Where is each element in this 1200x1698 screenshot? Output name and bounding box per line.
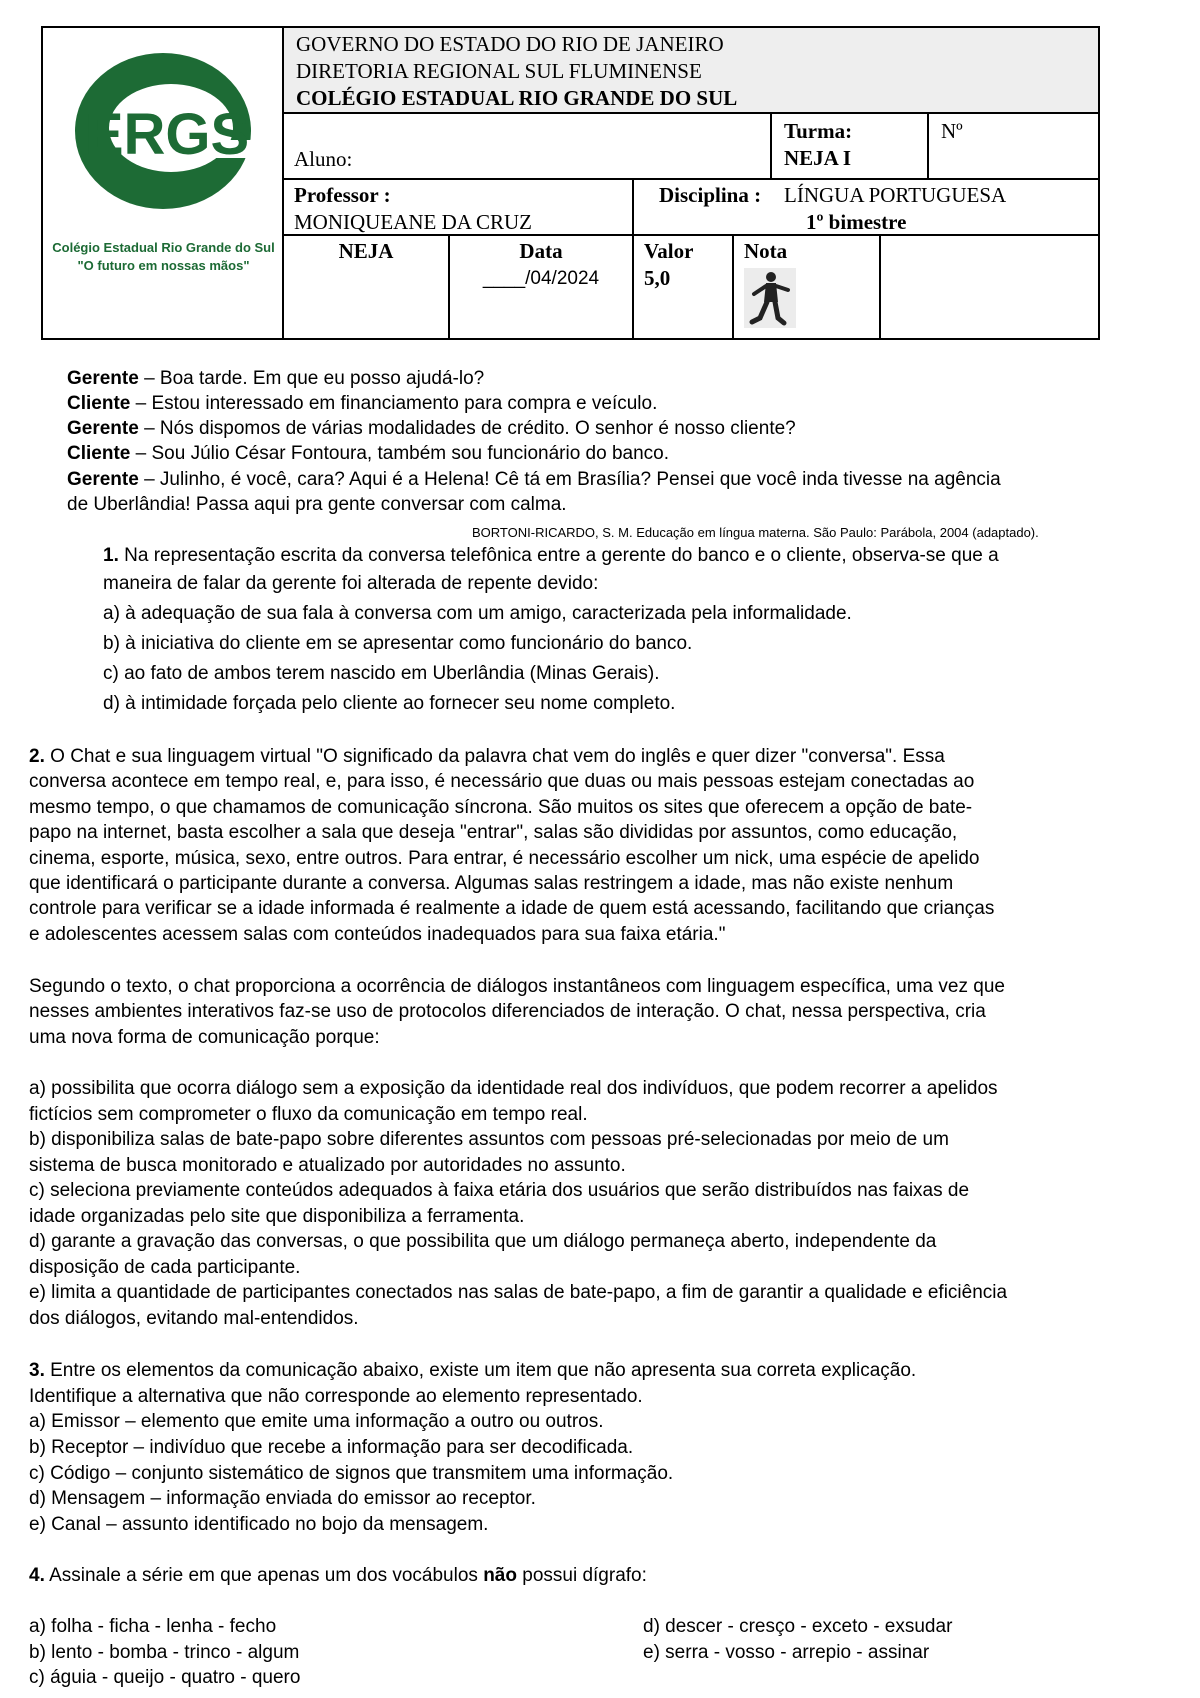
speaker: Cliente — [67, 393, 131, 414]
question-4-option[interactable]: d) descer - cresço - exceto - exsudar — [643, 1616, 953, 1637]
question-2-option-line: idade organizadas pelo site que disponibiliza a ferramenta. — [29, 1206, 525, 1227]
question-2-text-line: mesmo tempo, o que chamamos de comunicação síncrona. São muitos os sites que oferecem a opção de bate- — [29, 797, 973, 818]
dialogue-line: Gerente – Nós dispomos de várias modalidades de crédito. O senhor é nosso cliente? — [67, 418, 796, 439]
question-2-text-line: cinema, esporte, música, sexo, entre outros. Para entrar, é necessário escolher um nick, uma espécie de apelido — [29, 848, 980, 869]
class-cell — [772, 114, 929, 180]
question-number: 4. — [29, 1565, 45, 1586]
grade-cell — [734, 236, 881, 338]
question-1-option[interactable]: a) à adequação de sua fala à conversa com um amigo, caracterizada pela informalidade. — [103, 603, 852, 624]
subject-cell — [634, 180, 1098, 236]
question-number: 2. — [29, 746, 45, 767]
logo-caption-1: Colégio Estadual Rio Grande do Sul — [52, 240, 275, 255]
question-4-stem: 4. Assinale a série em que apenas um dos vocábulos não possui dígrafo: — [29, 1565, 647, 1586]
teacher-cell — [284, 180, 634, 236]
speaker: Cliente — [67, 443, 131, 464]
question-4-option[interactable]: e) serra - vosso - arrepio - assinar — [643, 1642, 930, 1663]
term-label: 1º bimestre — [806, 210, 907, 234]
subject-label: Disciplina : — [659, 183, 762, 207]
header-table — [41, 26, 1100, 340]
question-2-option-line: sistema de busca monitorado e atualizado por autoridades no assunto. — [29, 1155, 626, 1176]
logo-cell — [43, 28, 284, 338]
teacher-label: Professor : — [294, 183, 391, 207]
logo-text: ERGS — [84, 102, 250, 167]
question-1-stem-line: maneira de falar da gerente foi alterada de repente devido: — [103, 573, 599, 594]
source-citation: BORTONI-RICARDO, S. M. Educação em língua materna. São Paulo: Parábola, 2004 (adaptado). — [472, 525, 1039, 540]
school-logo — [43, 28, 284, 228]
value-amount: 5,0 — [644, 266, 671, 290]
question-2-prompt-line: Segundo o texto, o chat proporciona a ocorrência de diálogos instantâneos com linguagem específica, uma vez que — [29, 976, 1005, 997]
question-3-option[interactable]: a) Emissor – elemento que emite uma informação a outro ou outros. — [29, 1411, 604, 1432]
question-2-option-line: fictícios sem comprometer o fluxo da comunicação em tempo real. — [29, 1104, 588, 1125]
dialogue-line: Gerente – Boa tarde. Em que eu posso ajudá-lo? — [67, 368, 485, 389]
question-2-option[interactable]: d) garante a gravação das conversas, o que possibilita que um diálogo permaneça aberto, independente da — [29, 1231, 937, 1252]
question-1-stem: 1. Na representação escrita da conversa telefônica entre a gerente do banco e o cliente, observa-se que a — [103, 545, 999, 566]
gov-line-3: COLÉGIO ESTADUAL RIO GRANDE DO SUL — [296, 86, 738, 110]
question-3-stem-line: Identifique a alternativa que não corresponde ao elemento representado. — [29, 1386, 643, 1407]
question-number: 3. — [29, 1360, 45, 1381]
grade-blank-cell[interactable] — [881, 236, 1098, 338]
dancing-figure-icon — [744, 268, 796, 328]
question-2-option-line: disposição de cada participante. — [29, 1257, 301, 1278]
gov-line-2: DIRETORIA REGIONAL SUL FLUMINENSE — [296, 59, 702, 83]
student-name-field[interactable] — [284, 114, 772, 180]
question-1-option[interactable]: b) à iniciativa do cliente em se apresentar como funcionário do banco. — [103, 633, 693, 654]
question-4-option[interactable]: c) águia - queijo - quatro - quero — [29, 1667, 301, 1688]
question-2-option[interactable]: a) possibilita que ocorra diálogo sem a exposição da identidade real dos indivíduos, que podem recorrer a apelidos — [29, 1078, 998, 1099]
student-label: Aluno: — [294, 147, 353, 171]
value-label: Valor — [644, 239, 694, 263]
question-number: 1. — [103, 545, 119, 566]
dialogue-line: de Uberlândia! Passa aqui pra gente conversar com calma. — [67, 494, 567, 515]
question-2-prompt-line: uma nova forma de comunicação porque: — [29, 1027, 380, 1048]
teacher-name: MONIQUEANE DA CRUZ — [294, 210, 532, 234]
class-label: Turma: — [784, 119, 853, 143]
date-cell — [450, 236, 634, 338]
value-cell — [634, 236, 734, 338]
dialogue-line: Cliente – Estou interessado em financiamento para compra e veículo. — [67, 393, 658, 414]
neja-label: NEJA — [338, 239, 394, 263]
question-2-option-line: dos diálogos, evitando mal-entendidos. — [29, 1308, 359, 1329]
question-2-option[interactable]: c) seleciona previamente conteúdos adequados à faixa etária dos usuários que serão distribuídos nas faixas de — [29, 1180, 970, 1201]
question-2-text-line: conversa acontece em tempo real, e, para isso, é necessário que duas ou mais pessoas estejam conectadas ao — [29, 771, 975, 792]
number-field[interactable] — [929, 114, 1098, 180]
question-1-option[interactable]: c) ao fato de ambos terem nascido em Uberlândia (Minas Gerais). — [103, 663, 660, 684]
grade-label: Nota — [744, 239, 788, 263]
question-2-option[interactable]: b) disponibiliza salas de bate-papo sobre diferentes assuntos com pessoas pré-selecionadas por meio de um — [29, 1129, 949, 1150]
speaker: Gerente — [67, 368, 139, 389]
dialogue-line: Cliente – Sou Júlio César Fontoura, também sou funcionário do banco. — [67, 443, 670, 464]
speaker: Gerente — [67, 418, 139, 439]
question-2-text-line: papo na internet, basta escolher a sala que deseja "entrar", salas são divididas por assuntos, como educação, — [29, 822, 958, 843]
number-label: Nº — [941, 119, 963, 143]
question-3-option[interactable]: e) Canal – assunto identificado no bojo da mensagem. — [29, 1514, 489, 1535]
question-3-option[interactable]: c) Código – conjunto sistemático de signos que transmitem uma informação. — [29, 1463, 674, 1484]
question-2-text: 2. O Chat e sua linguagem virtual "O significado da palavra chat vem do inglês e quer dizer "conversa". Essa — [29, 746, 945, 767]
gov-line-1: GOVERNO DO ESTADO DO RIO DE JANEIRO — [296, 32, 724, 56]
question-4-option[interactable]: b) lento - bomba - trinco - algum — [29, 1642, 300, 1663]
question-4-option[interactable]: a) folha - ficha - lenha - fecho — [29, 1616, 277, 1637]
question-2-text-line: e adolescentes acessem salas com conteúdos inadequados para sua faixa etária." — [29, 924, 726, 945]
class-value: NEJA I — [784, 146, 852, 170]
neja-cell — [284, 236, 450, 338]
question-2-text-line: controle para verificar se a idade informada é realmente a idade de quem está acessando, facilitando que crianças — [29, 898, 995, 919]
logo-caption-2: "O futuro em nossas mãos" — [77, 258, 250, 273]
subject-value: LÍNGUA PORTUGUESA — [784, 183, 1007, 207]
question-1-option[interactable]: d) à intimidade forçada pelo cliente ao fornecer seu nome completo. — [103, 693, 676, 714]
government-header — [284, 28, 1098, 114]
question-2-prompt-line: nesses ambientes interativos faz-se uso de protocolos diferenciados de interação. O chat, nessa perspectiva, cria — [29, 1001, 986, 1022]
question-3-option[interactable]: d) Mensagem – informação enviada do emissor ao receptor. — [29, 1488, 536, 1509]
question-3-option[interactable]: b) Receptor – indivíduo que recebe a informação para ser decodificada. — [29, 1437, 634, 1458]
dialogue-line: Gerente – Julinho, é você, cara? Aqui é a Helena! Cê tá em Brasília? Pensei que você inda tivesse na agência — [67, 469, 1001, 490]
question-3-stem: 3. Entre os elementos da comunicação abaixo, existe um item que não apresenta sua correta explicação. — [29, 1360, 917, 1381]
question-2-option[interactable]: e) limita a quantidade de participantes conectados nas salas de bate-papo, a fim de garantir a qualidade e eficiência — [29, 1282, 1008, 1303]
question-2-text-line: que identificará o participante durante a conversa. Algumas salas restringem a idade, mas não existe nenhum — [29, 873, 954, 894]
date-value[interactable]: ____/04/2024 — [482, 268, 600, 289]
date-label: Data — [519, 239, 563, 263]
speaker: Gerente — [67, 469, 139, 490]
